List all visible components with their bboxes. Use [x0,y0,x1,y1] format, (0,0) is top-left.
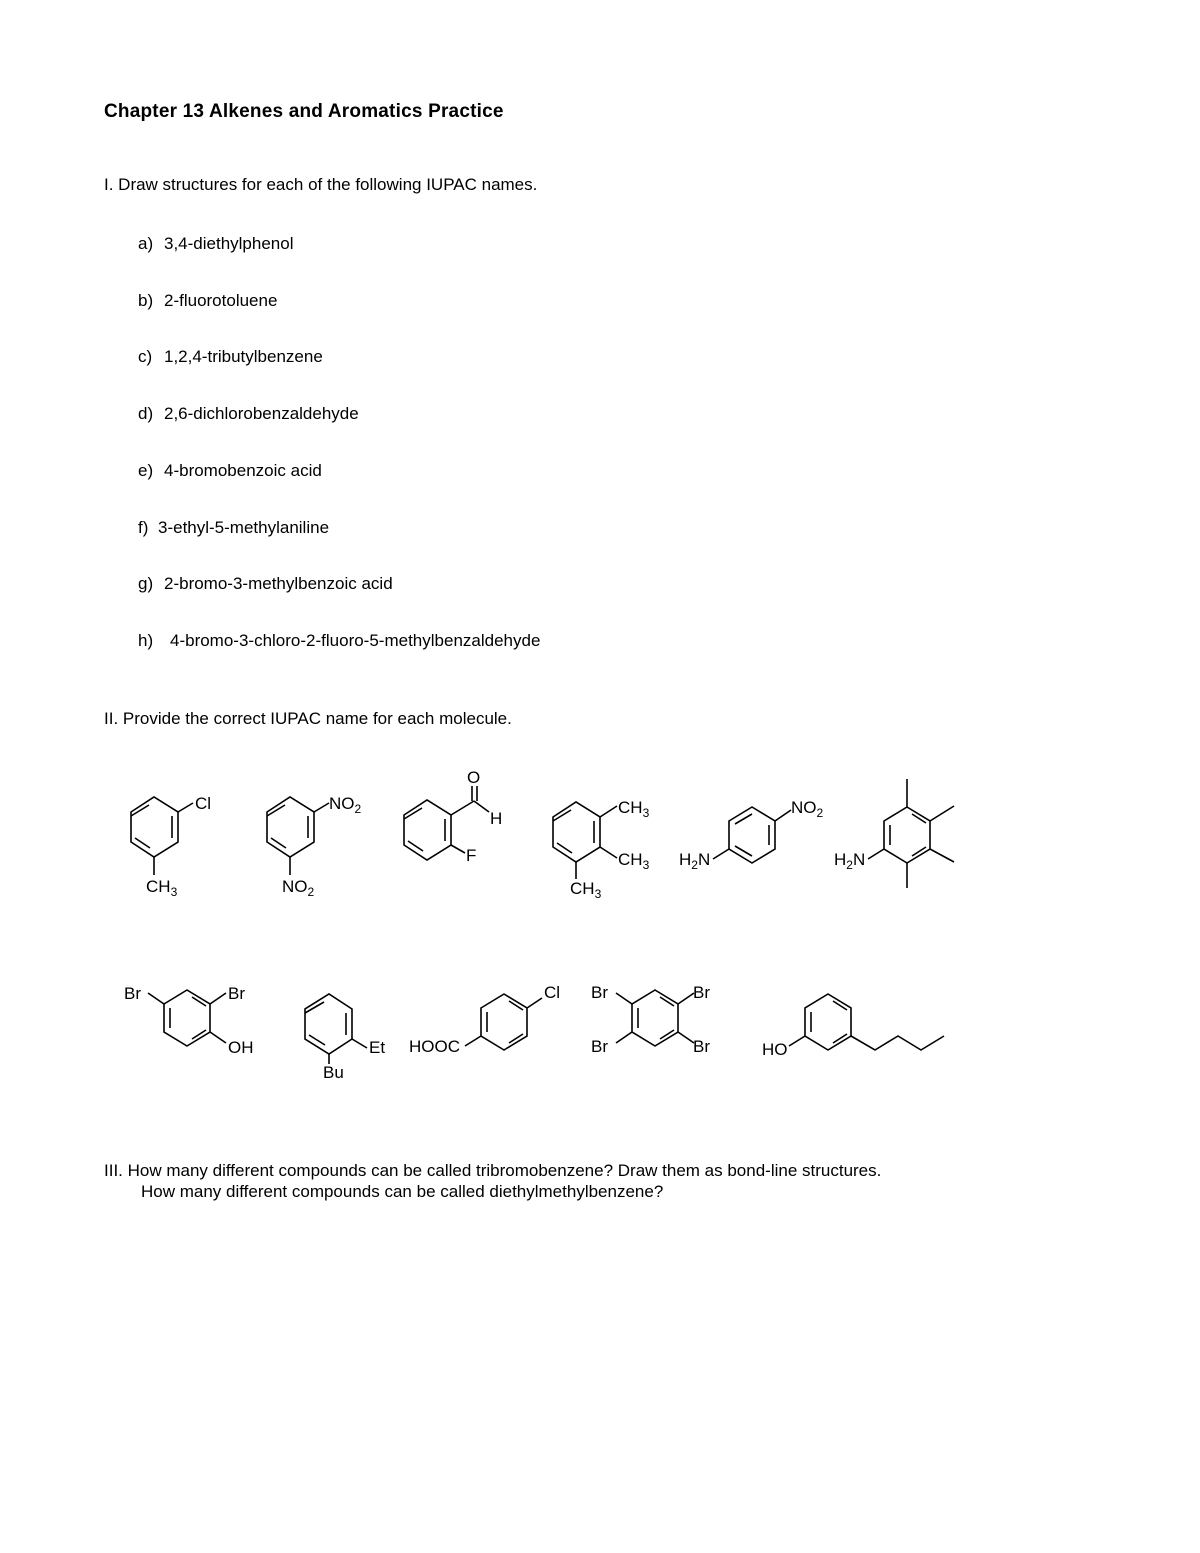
chlorine-label: Cl [195,794,212,813]
hydrogen-label: H [490,809,503,828]
item-label: b) [138,291,154,310]
item-text: 2-fluorotoluene [164,291,278,310]
item-text: 1,2,4-tributylbenzene [164,347,323,366]
item-text: 3,4-diethylphenol [164,234,294,253]
item-text: 3-ethyl-5-methylaniline [158,518,330,537]
bromine-label: Br [693,983,710,1002]
molecule-11 [762,994,944,1059]
section-2-heading: II. Provide the correct IUPAC name for each molecule. [104,709,512,728]
section-1-heading: I. Draw structures for each of the following IUPAC names. [104,175,538,194]
molecule-1 [131,794,211,899]
amine-label: $H_2N$ [679,850,711,872]
item-label: f) [138,518,149,537]
fluorine-label: F [466,846,477,865]
question-line: How many different compounds can be called diethylmethylbenzene? [141,1182,664,1201]
molecule-6 [834,779,954,888]
item-label: h) [138,631,154,650]
carboxyl-label: HOOC [409,1037,460,1056]
molecule-9 [409,983,560,1056]
molecule-3 [404,768,502,865]
bromine-label: Br [228,984,245,1003]
item-label: d) [138,404,154,423]
item-text: 2,6-dichlorobenzaldehyde [164,404,359,423]
nitro-label: $NO_2$ [282,877,315,899]
bromine-label: Br [124,984,141,1003]
question-line: III. How many different compounds can be called tribromobenzene? Draw them as bond-line structures. [104,1161,882,1180]
item-label: g) [138,574,154,593]
hydroxyl-label: HO [762,1040,788,1059]
methyl-label: $CH_3$ [618,798,650,820]
molecule-2 [267,794,362,899]
item-label: a) [138,234,154,253]
item-text: 4-bromo-3-chloro-2-fluoro-5-methylbenzaldehyde [170,631,541,650]
bromine-label: Br [591,983,608,1002]
methyl-label: $CH_3$ [618,850,650,872]
oxygen-label: O [467,768,481,787]
methyl-label: $CH_3$ [146,877,178,899]
amine-label: $H_2N$ [834,850,866,872]
nitro-label: $NO_2$ [329,794,362,816]
ethyl-label: Et [369,1038,386,1057]
bromine-label: Br [591,1037,608,1056]
molecule-10 [591,983,710,1056]
item-text: 2-bromo-3-methylbenzoic acid [164,574,393,593]
molecule-4 [553,798,650,901]
section-3-question [104,1160,881,1202]
item-text: 4-bromobenzoic acid [164,461,322,480]
molecule-8 [305,994,385,1082]
item-label: c) [138,347,153,366]
page-title: Chapter 13 Alkenes and Aromatics Practice [104,101,504,122]
molecule-5 [679,798,824,872]
molecule-7 [124,984,254,1057]
nitro-label: $NO_2$ [791,798,824,820]
butyl-label: Bu [323,1063,344,1082]
chlorine-label: Cl [544,983,561,1002]
hydroxyl-label: OH [228,1038,254,1057]
bromine-label: Br [693,1037,710,1056]
item-label: e) [138,461,154,480]
methyl-label: $CH_3$ [570,879,602,901]
